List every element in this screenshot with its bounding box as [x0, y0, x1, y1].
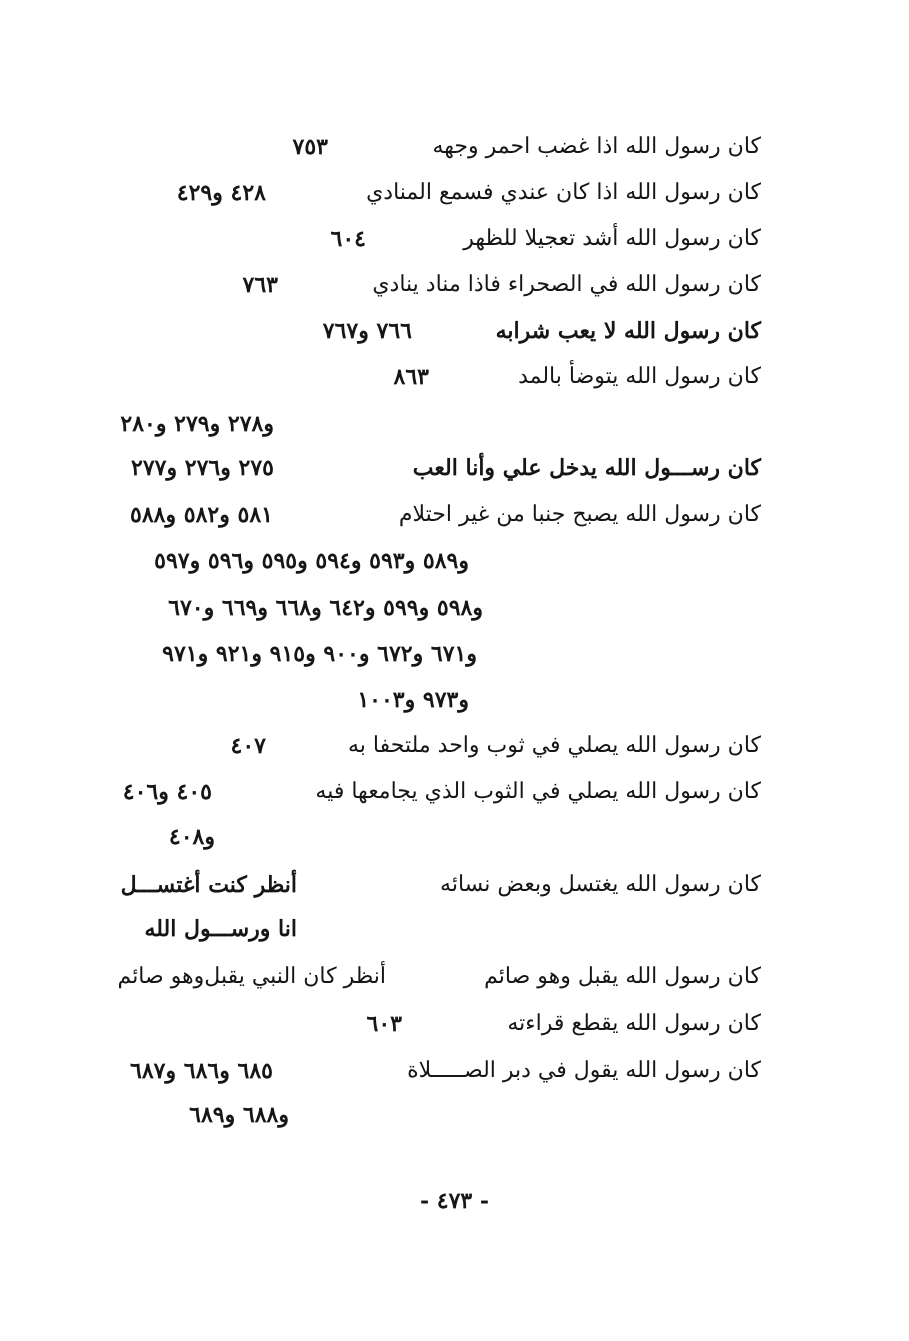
entry-refs: أنظر كان النبي يقبل‌وهو صائم: [117, 964, 386, 989]
entry-text: كان رسول الله يتوضأ بالمد: [518, 364, 761, 389]
entry-refs: و٥٩٨ و٥٩٩ و٦٤٢ و٦٦٨ و٦٦٩ و٦٧٠: [168, 595, 483, 621]
entry-refs: ٦٨٥ و٦٨٦ و٦٨٧: [130, 1058, 273, 1084]
entry-refs: ٤٢٨ و٤٢٩: [176, 180, 266, 206]
entry-refs: ٦٠٤: [330, 226, 366, 252]
entry-text: كان رسول الله يقبل وهو صائم: [484, 964, 761, 989]
entry-text: كان رسول الله لا يعب شرابه: [495, 318, 761, 344]
entry-refs: ٧٦٦ و٧٦٧: [322, 318, 412, 344]
entry-refs: انا ورســـول الله: [144, 916, 297, 942]
entry-text: كان رسول الله يغتسل وبعض نسائه: [440, 872, 761, 897]
entry-refs: و٦٨٨ و٦٨٩: [189, 1102, 289, 1128]
page-number: - ٤٧٣ -: [419, 1188, 490, 1214]
entry-refs: و٢٧٨ و٢٧٩ و٢٨٠: [120, 411, 274, 437]
entry-text: كان رسول الله يصلي في ثوب واحد ملتحفا به: [348, 733, 761, 758]
entry-text: كان رسول الله في الصحراء فاذا مناد ينادي: [372, 272, 761, 297]
entry-text: كان رسول الله يصلي في الثوب الذي يجامعها فيه: [315, 779, 761, 804]
entry-refs: و٩٧٣ و١٠٠٣: [357, 687, 469, 713]
entry-refs: أنظر كنت أغتســـل: [120, 872, 297, 898]
entry-refs: ٧٥٣: [292, 134, 328, 160]
entry-refs: ٤٠٥ و٤٠٦: [122, 779, 212, 805]
entry-refs: ٥٨١ و٥٨٢ و٥٨٨: [130, 502, 273, 528]
entry-text: كان رسول الله اذا كان عندي فسمع المنادي: [366, 180, 761, 205]
entry-refs: و٦٧١ و٦٧٢ و٩٠٠ و٩١٥ و٩٢١ و٩٧١: [162, 641, 477, 667]
entry-text: كان رسول الله يقطع قراءته: [507, 1011, 761, 1036]
entry-refs: ٧٦٣: [242, 272, 278, 298]
entry-text: كان رسول الله يقول في دبر الصـــــلاة: [407, 1058, 761, 1083]
entry-refs: ٨٦٣: [393, 364, 429, 390]
entry-text: كان رسول الله يصبح جنبا من غير احتلام: [398, 502, 761, 527]
entry-refs: ٦٠٣: [366, 1011, 402, 1037]
entry-text: كان رسول الله أشد تعجيلا للظهر: [463, 226, 761, 251]
entry-refs: و٥٨٩ و٥٩٣ و٥٩٤ و٥٩٥ و٥٩٦ و٥٩٧: [154, 548, 469, 574]
entry-text: كان رسول الله اذا غضب احمر وجهه: [432, 134, 761, 159]
entry-refs: ٤٠٧: [230, 733, 266, 759]
entry-text: كان رســـول الله يدخل علي وأنا العب: [412, 455, 761, 481]
entry-refs: و٤٠٨: [168, 824, 215, 850]
entry-refs: ٢٧٥ و٢٧٦ و٢٧٧: [131, 455, 274, 481]
